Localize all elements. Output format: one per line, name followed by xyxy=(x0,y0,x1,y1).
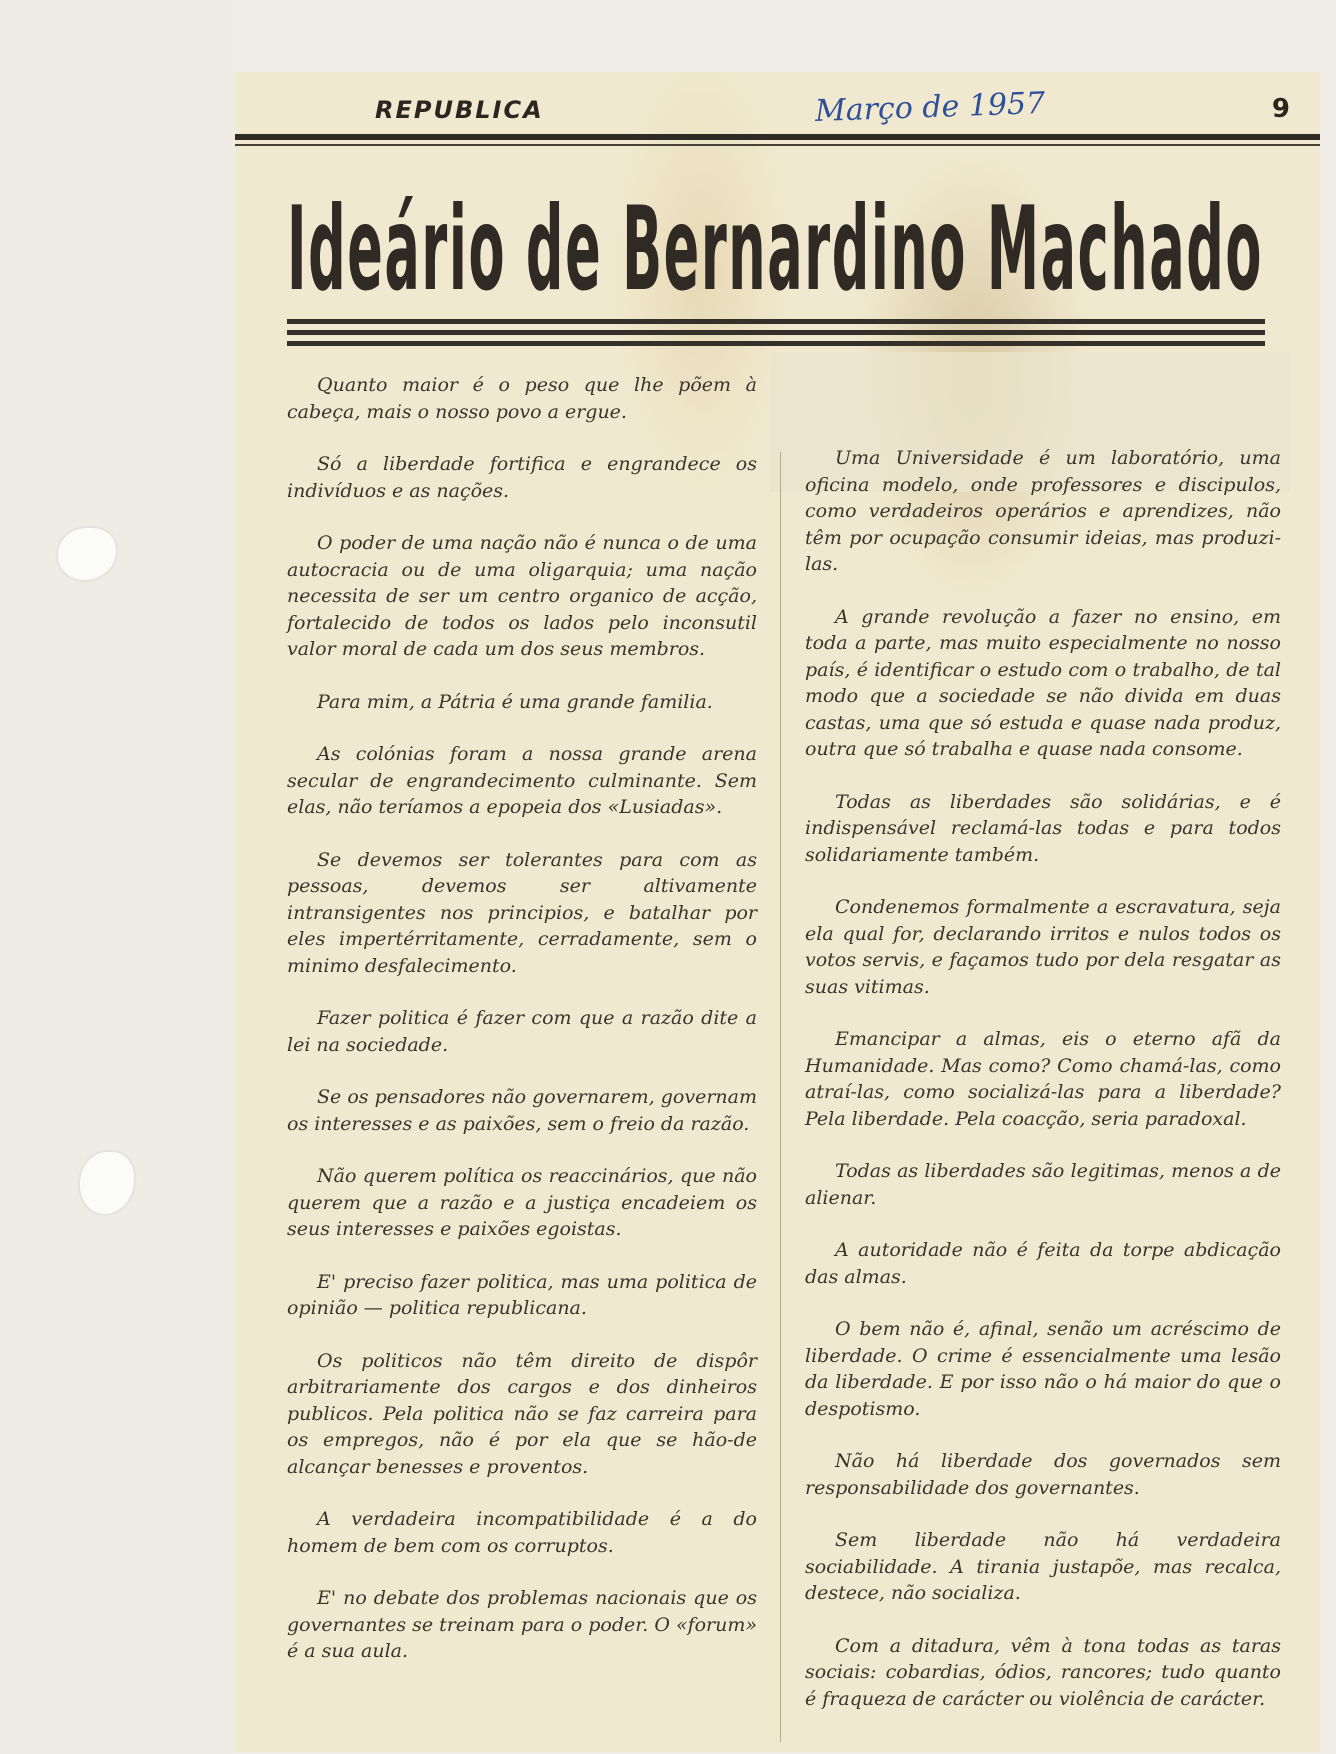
paragraph: Se os pensadores não governarem, governam os interesses e as paixões, sem o freio da razão. xyxy=(287,1086,757,1135)
page-number: 9 xyxy=(1271,94,1290,124)
column-divider xyxy=(780,452,781,1742)
backing-sheet xyxy=(0,0,235,1754)
paragraph: A autoridade não é feita da torpe abdicação das almas. xyxy=(805,1239,1281,1288)
newspaper-name: REPUBLICA xyxy=(375,96,544,124)
paragraph: Sem liberdade não há verdadeira sociabilidade. A tirania justapõe, mas recalca, destece, não socializa. xyxy=(805,1529,1281,1604)
header-rule-thin xyxy=(235,144,1320,146)
paragraph: As colónias foram a nossa grande arena secular de engrandecimento culminante. Sem elas, não teríamos a epopeia dos «Lusiadas». xyxy=(287,743,757,818)
paragraph: Os politicos não têm direito de dispôr arbitrariamente dos cargos e dos dinheiros publicos. Pela politica não se faz carreira para os empregos, não é por ela que se hão-de alcançar benesses e proventos. xyxy=(287,1349,757,1478)
paragraph: Uma Universidade é um laboratório, uma oficina modelo, onde professores e discipulos, como verdadeiros operários e aprendizes, não têm por ocupação consumir ideias, mas produzi-las. xyxy=(805,447,1281,575)
paragraph: O bem não é, afinal, senão um acréscimo de liberdade. O crime é essencialmente uma lesão da liberdade. E por isso não o há maior do que o despotismo. xyxy=(805,1318,1281,1420)
paragraph: Condenemos formalmente a escravatura, seja ela qual for, declarando irritos e nulos todos os votos servis, e façamos tudo por dela resgatar as suas vitimas. xyxy=(805,896,1281,998)
paragraph: E' preciso fazer politica, mas uma politica de opinião — politica republicana. xyxy=(287,1270,757,1319)
left-column xyxy=(287,372,757,1691)
paragraph: Não querem política os reaccinários, que não querem que a razão e a justiça encadeiem os seus interesses e paixões egoistas. xyxy=(287,1165,757,1240)
paragraph: Fazer politica é fazer com que a razão dite a lei na sociedade. xyxy=(287,1007,757,1056)
title-rule xyxy=(287,341,1265,346)
title-rule xyxy=(287,319,1265,324)
paragraph: Com a ditadura, vêm à tona todas as taras sociais: cobardias, ódios, rancores; tudo quanto é fraqueza de carácter ou violência de carácter. xyxy=(805,1634,1281,1710)
paragraph: A grande revolução a fazer no ensino, em toda a parte, mas muito especialmente no nosso país, é identificar o estudo com o trabalho, de tal modo que a sociedade se não divida em duas castas, uma que só estuda e quase nada produz, outra que só trabalha e quase nada consome. xyxy=(805,605,1281,760)
page-header xyxy=(235,85,1320,130)
paragraph: Todas as liberdades são solidárias, e é indispensável reclamá-las todas e para todos solidariamente também. xyxy=(805,790,1281,866)
paragraph: O poder de uma nação não é nunca o de uma autocracia ou de uma oligarquia; uma nação necessita de ser um centro organico de acção, fortalecido de todos os lados pelo inconsutil valor moral de cada um dos seus membros. xyxy=(287,532,757,660)
paragraph: A verdadeira incompatibilidade é a do homem de bem com os corruptos. xyxy=(287,1508,757,1557)
newspaper-clipping xyxy=(235,72,1320,1752)
title-rule xyxy=(287,330,1265,335)
right-column xyxy=(805,445,1281,1738)
paragraph: Quanto maior é o peso que lhe põem à cabeça, mais o nosso povo a ergue. xyxy=(287,374,757,423)
title-container xyxy=(287,182,1263,317)
article-title: Ideário de Bernardino Machado xyxy=(287,182,1263,317)
paragraph: Para mim, a Pátria é uma grande familia. xyxy=(317,690,713,713)
paragraph: E' no debate dos problemas nacionais que os governantes se treinam para o poder. O «forum» é a sua aula. xyxy=(287,1587,757,1662)
handwritten-date: Março de 1957 xyxy=(814,85,1046,130)
header-rule xyxy=(235,134,1320,140)
paragraph: Não há liberdade dos governados sem responsabilidade dos governantes. xyxy=(805,1450,1281,1499)
paragraph: Emancipar a almas, eis o eterno afã da Humanidade. Mas como? Como chamá-las, como atraí-las, como socializá-las para a liberdade? Pela liberdade. Pela coacção, seria paradoxal. xyxy=(805,1028,1281,1130)
paragraph: Todas as liberdades são legitimas, menos a de alienar. xyxy=(805,1160,1281,1209)
paragraph: Se devemos ser tolerantes para com as pessoas, devemos ser altivamente intransigentes nos principios, e batalhar por eles impertérritamente, cerradamente, sem o minimo desfalecimento. xyxy=(287,848,757,977)
paragraph: Só a liberdade fortifica e engrandece os indivíduos e as nações. xyxy=(287,453,757,502)
